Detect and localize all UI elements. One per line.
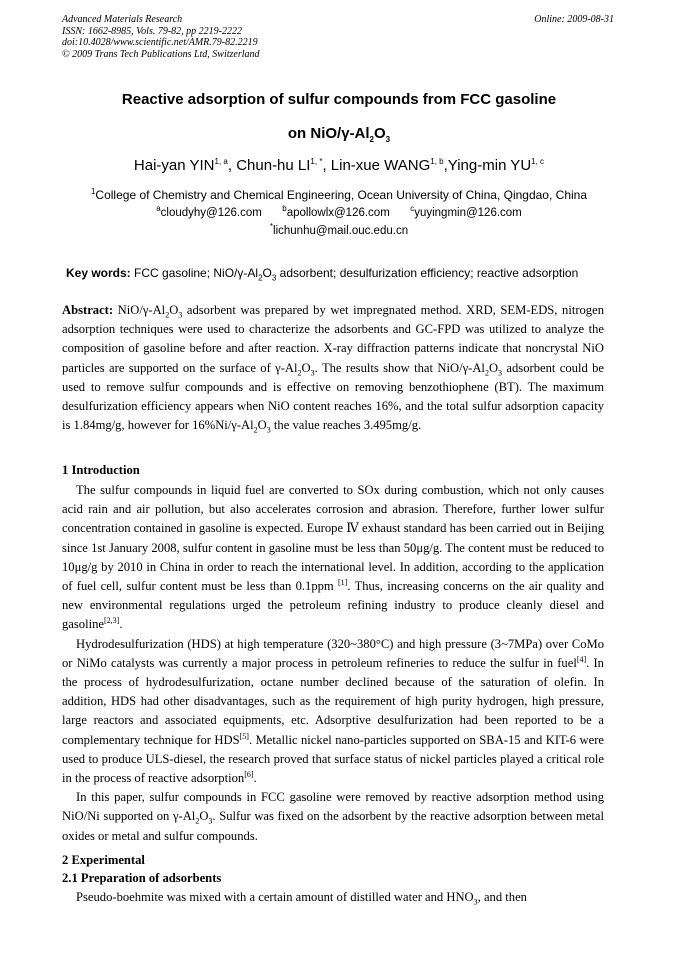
abstract-label: Abstract: bbox=[62, 303, 114, 317]
online-date: Online: 2009-08-31 bbox=[534, 14, 614, 25]
keywords: Key words: FCC gasoline; NiO/$\gamma-Al_2O_3$ adsorbent; desulfurization efficiency; reactive adsorption bbox=[66, 266, 579, 283]
author: Lin-xue WANG$^{1, b}$, bbox=[330, 157, 448, 174]
affiliation: $^1$College of Chemistry and Chemical Engineering, Ocean University of China, Qingdao, China bbox=[90, 187, 588, 202]
paper-title-line-2: on NiO/$\gamma-Al_2O_3$ bbox=[287, 125, 391, 144]
section-heading-introduction: 1 Introduction bbox=[62, 463, 140, 477]
keywords-label: Key words: bbox=[66, 266, 131, 280]
email-a[interactable]: $^a$cloudyhy@126.com bbox=[156, 204, 262, 219]
email-b[interactable]: $^b$apollowlx@126.com bbox=[282, 204, 390, 219]
author: Chun-hu $LI^{1, *}$, bbox=[236, 157, 331, 174]
journal-issn: ISSN: 1662-8985, Vols. 79-82, pp 2219-2222 bbox=[62, 25, 242, 37]
journal-copyright: © 2009 Trans Tech Publications Ltd, Switzerland bbox=[62, 48, 260, 60]
abstract: Abstract: NiO/$\gamma-Al_2O_3$ adsorbent was prepared by wet impregnated method. XRD, SEM-EDS, nitrogen adsorption techniques were used to characterize the adsorbents and GC-FPD was utilized to analyze the composition of gasoline before and after reaction. X-ray diffraction patterns indicate that noncrystal NiO particles are supported on the surface of $\gamma-Al_2O_3$. The results show that NiO/$\gamma-Al_2O_3$ adsorbent could be used to remove sulfur compounds and is effective on removing benzothiophene (BT). The maximum desulfurization efficiency appears when NiO content reaches 16%, and the total sulfur adsorption capacity is 1.84mg/g, however for $16\%Ni/\gamma-Al_2O_3$ the value reaches 3.495mg/g. bbox=[62, 303, 605, 435]
journal-name: Advanced Materials Research bbox=[62, 14, 183, 25]
author-emails bbox=[0, 204, 678, 219]
author-list bbox=[0, 157, 678, 174]
subsection-heading-preparation: 2.1 Preparation of adsorbents bbox=[62, 871, 222, 885]
corresponding-email[interactable]: *lichunhu@mail.ouc.edu.cn bbox=[269, 222, 409, 237]
paragraph: Hydrodesulfurization (HDS) at high temperature (320~380°C) and high pressure (3~7MPa) over CoMo or NiMo catalysts was currently a major process in petroleum refineries to reduce the sulfur in fuel[4]. In the process of hydrodesulfurization, octane number declined because of the saturation of olefin. In addition, HDS had other disadvantages, such as the requirement of high purity hydrogen, high pressure, large reactors and associated equipments, etc. Adsorptive desulfurization had been reported to be a complementary technique for HDS[5]. Metallic nickel nano-particles supported on SBA-15 and KIT-6 were used to produce ULS-diesel, the research proved that surface status of nickel particles played a critical role in the process of reactive adsorption[6]. bbox=[62, 636, 604, 786]
introduction-body bbox=[62, 481, 604, 846]
section-heading-experimental: 2 Experimental bbox=[62, 853, 145, 867]
journal-doi: doi:10.4028/www.scientific.net/AMR.79-82.2219 bbox=[62, 37, 258, 48]
email-c[interactable]: $^c$yuyingmin@126.com bbox=[410, 204, 522, 219]
author: Hai-yan YIN$^{1, a}$, bbox=[133, 157, 237, 174]
paragraph: Pseudo-boehmite was mixed with a certain amount of distilled water and $HNO_3$, and then bbox=[76, 890, 527, 907]
journal-header bbox=[62, 14, 260, 60]
paper-title-line-1: Reactive adsorption of sulfur compounds from FCC gasoline bbox=[121, 91, 557, 108]
experimental-body bbox=[62, 888, 604, 907]
paragraph: The sulfur compounds in liquid fuel are converted to SOx during combustion, which not only causes acid rain and air pollution, but also accelerates corrosion and abrasion. Therefore, further lower sulfur concentration contained in gasoline is expected. Europe Ⅳ exhaust standard has been carried out in Beijing since 1st January 2008, sulfur content in gasoline must be less than 50μg/g. The content must be reduced to 10μg/g by 2010 in China in order to reach the international level. In addition, according to the application of fuel cell, sulfur content must be less than 0.1ppm [1]. Thus, increasing concerns on the air quality and new environmental regulations urged the petroleum refining industry to produce cleanly diesel and gasoline[2,3]. bbox=[62, 483, 604, 632]
paragraph: In this paper, sulfur compounds in FCC gasoline were removed by reactive adsorption method using NiO/Ni supported on $\gamma-Al_2O_3$. Sulfur was fixed on the adsorbent by the reactive adsorption between metal oxides or metal and sulfur compounds. bbox=[62, 790, 604, 843]
author: Ying-min YU$^{1, c}$ bbox=[447, 157, 545, 174]
